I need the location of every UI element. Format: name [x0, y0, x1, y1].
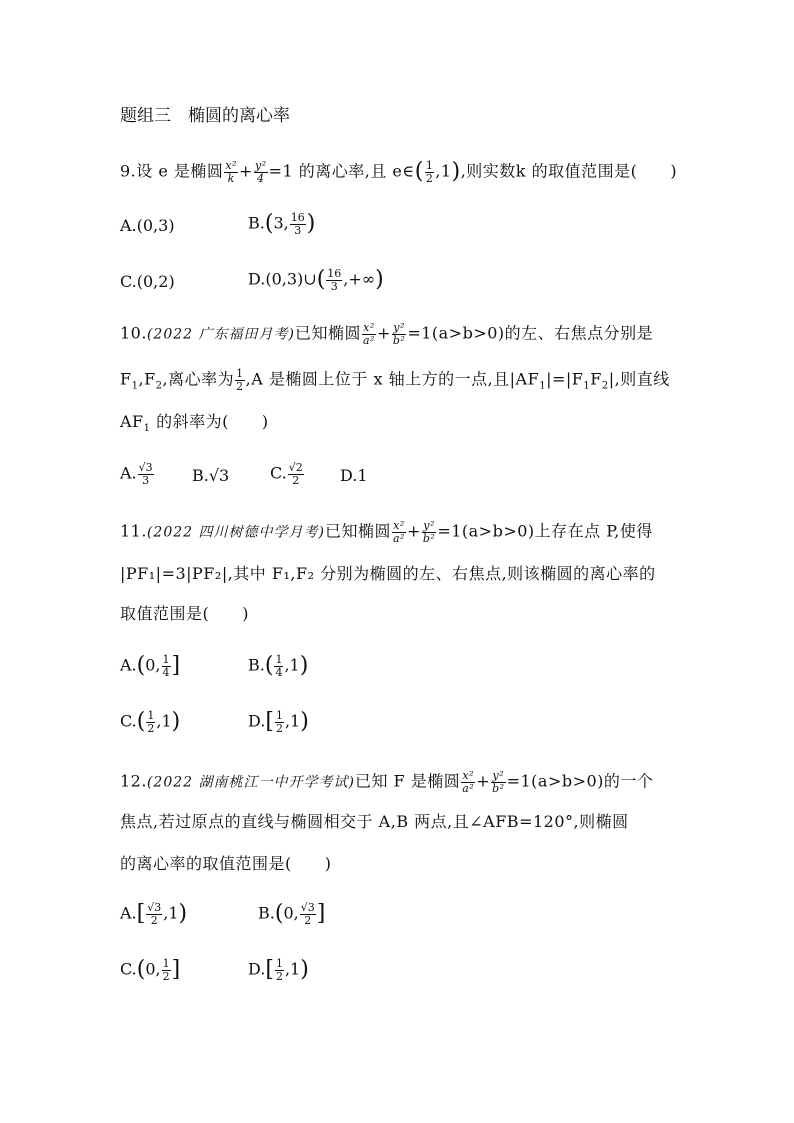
question-number: 9.: [120, 161, 137, 181]
question-11-stem-line3: 取值范围是( ): [120, 604, 249, 623]
question-10-stem-line2: $F_1,F_2$,离心率为 $\frac{1}{2}$ ,A 是椭圆上位于 x 轴上方的一点,且$|AF_1|=|F_1F_2|$,则直线: [120, 367, 670, 393]
option-b[interactable]: B.(0, $\frac{√3}{2}$ ]: [258, 901, 326, 927]
option-b[interactable]: B.√3: [192, 466, 230, 485]
question-12-stem-line1: 12.(2022 湖南桃江一中开学考试)已知 F 是椭圆 $\frac{\text{x²}}{\text{a²}}$ + $\frac{\text{y²}}{\text{b²}}$ =1(a>b>0)的一个: [120, 769, 654, 795]
question-11-stem-line2: |PF₁|=3|PF₂|,其中 F₁,F₂ 分别为椭圆的左、右焦点,则该椭圆的离心率的: [120, 564, 656, 583]
question-11-stem-line1: 11.(2022 四川树德中学月考)已知椭圆 $\frac{\text{x²}}{\text{a²}}$ + $\frac{\text{y²}}{\text{b²}}$ =1(a>b>0)上存在点 P,使得: [120, 519, 653, 545]
question-12-stem-line3: 的离心率的取值范围是( ): [120, 854, 332, 873]
option-a[interactable]: A.(0, $\frac{1}{4}$ ]: [120, 653, 181, 679]
option-a[interactable]: A.(0,3): [120, 216, 175, 235]
option-d[interactable]: D.[ $\frac{1}{2}$ ,1): [248, 709, 309, 735]
option-c[interactable]: C. $\frac{√2}{2}$: [270, 461, 303, 487]
option-c[interactable]: C.( $\frac{1}{2}$ ,1): [120, 709, 181, 735]
option-b[interactable]: B.(3, $\frac{16}{3}$ ): [248, 211, 316, 237]
section-title: 题组三 椭圆的离心率: [120, 106, 290, 126]
option-a[interactable]: A. $\frac{√3}{3}$: [120, 461, 153, 487]
option-d[interactable]: D.[ $\frac{1}{2}$ ,1): [248, 957, 309, 983]
option-d[interactable]: D.(0,3)∪( $\frac{16}{3}$ ,+∞): [248, 267, 384, 293]
option-a[interactable]: A.[ $\frac{√3}{2}$ ,1): [120, 901, 188, 927]
option-b[interactable]: B.( $\frac{1}{4}$ ,1): [248, 653, 309, 679]
option-c[interactable]: C.(0, $\frac{1}{2}$ ]: [120, 957, 181, 983]
question-10-stem-line3: $AF_1$ 的斜率为( ): [120, 412, 269, 435]
question-10-stem-line1: 10.(2022 广东福田月考)已知椭圆 $\frac{\text{x²}}{\text{a²}}$ + $\frac{\text{y²}}{\text{b²}}$ =1(a>b>0)的左、右焦点分别是: [120, 321, 654, 347]
option-d[interactable]: D.1: [340, 466, 368, 485]
option-c[interactable]: C.(0,2): [120, 272, 175, 291]
question-9-stem: 9.设 e 是椭圆 $\frac{\text{x²}}{k}$ + $\frac{\text{y²}}{4}$ =1 的离心率,且 e∈( $\frac{1}{2}$ ,1),则实数k 的取值范围是( ): [120, 159, 678, 185]
question-12-stem-line2: 焦点,若过原点的直线与椭圆相交于 A,B 两点,且∠AFB=120°,则椭圆: [120, 812, 629, 831]
